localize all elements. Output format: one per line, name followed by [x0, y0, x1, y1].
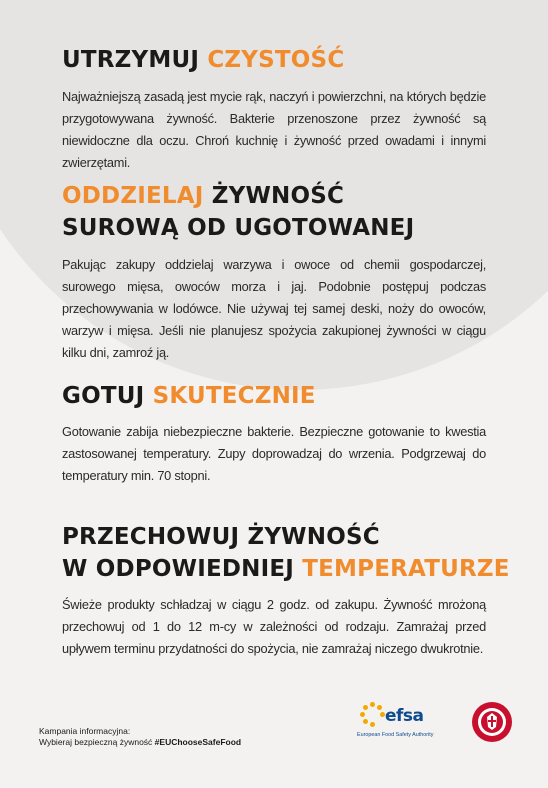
heading-text: ŻYWNOŚĆ [203, 183, 345, 209]
campaign-text: Wybieraj bezpieczną żywność [39, 737, 155, 747]
campaign-hashtag: #EUChooseSafeFood [154, 737, 242, 747]
paragraph-store: Świeże produkty schładzaj w ciągu 2 godz. od zakupu. Żywność mrożoną przechowuj od 1 do 12 m-cy w zależności od rodzaju. Zamrażaj przed upływem terminu przydatności do spożycia, nie zamrażaj niczego dwukrotnie. [62, 597, 486, 656]
sanitary-inspectorate-emblem-icon [470, 700, 514, 744]
paragraph-separate: Pakując zakupy oddzielaj warzywa i owoce od chemii gospodarczej, surowego mięsa, owoców morza i jaj. Podobnie postępuj podczas przechowywania w lodówce. Nie używaj tej samej deski, noży do owoców, warzyw i mięsa. Jeśli nie planujesz spożycia zakupionej żywności w ciągu kilku dni, zamroź ją. [62, 257, 486, 360]
heading-separate [62, 180, 414, 244]
paragraph-cook: Gotowanie zabija niebezpieczne bakterie. Bezpieczne gotowanie to kwestia zastosowanej temperatury. Zupy doprowadzaj do wrzenia. Podgrzewaj do temperatury min. 70 stopni. [62, 424, 486, 483]
heading-text: GOTUJ [62, 383, 153, 409]
paragraph-keep-clean: Najważniejszą zasadą jest mycie rąk, naczyń i powierzchni, na których będzie przygotowywana żywność. Bakterie przenoszone przez żywność są niewidoczne dla oczu. Chroń kuchnię i żywność przed owadami i innymi zwierzętami. [62, 89, 486, 170]
heading-accent: CZYSTOŚĆ [207, 47, 345, 73]
heading-keep-clean [62, 44, 344, 76]
heading-text: UTRZYMUJ [62, 47, 208, 73]
heading-text: PRZECHOWUJ ŻYWNOŚĆ [62, 524, 380, 550]
heading-accent: TEMPERATURZE [302, 556, 510, 582]
heading-cook [62, 380, 316, 412]
eu-stars-icon [359, 702, 387, 730]
heading-text-line2: SUROWĄ OD UGOTOWANEJ [62, 215, 415, 241]
efsa-logo [357, 700, 457, 744]
campaign-footer [39, 726, 241, 748]
heading-text-line2: W ODPOWIEDNIEJ [62, 556, 303, 582]
efsa-wordmark: efsa [385, 706, 424, 726]
efsa-caption: European Food Safety Authority [357, 732, 434, 738]
campaign-label: Kampania informacyjna: [39, 726, 131, 736]
heading-accent: SKUTECZNIE [152, 383, 316, 409]
heading-accent: ODDZIELAJ [62, 183, 204, 209]
heading-store [62, 521, 510, 585]
